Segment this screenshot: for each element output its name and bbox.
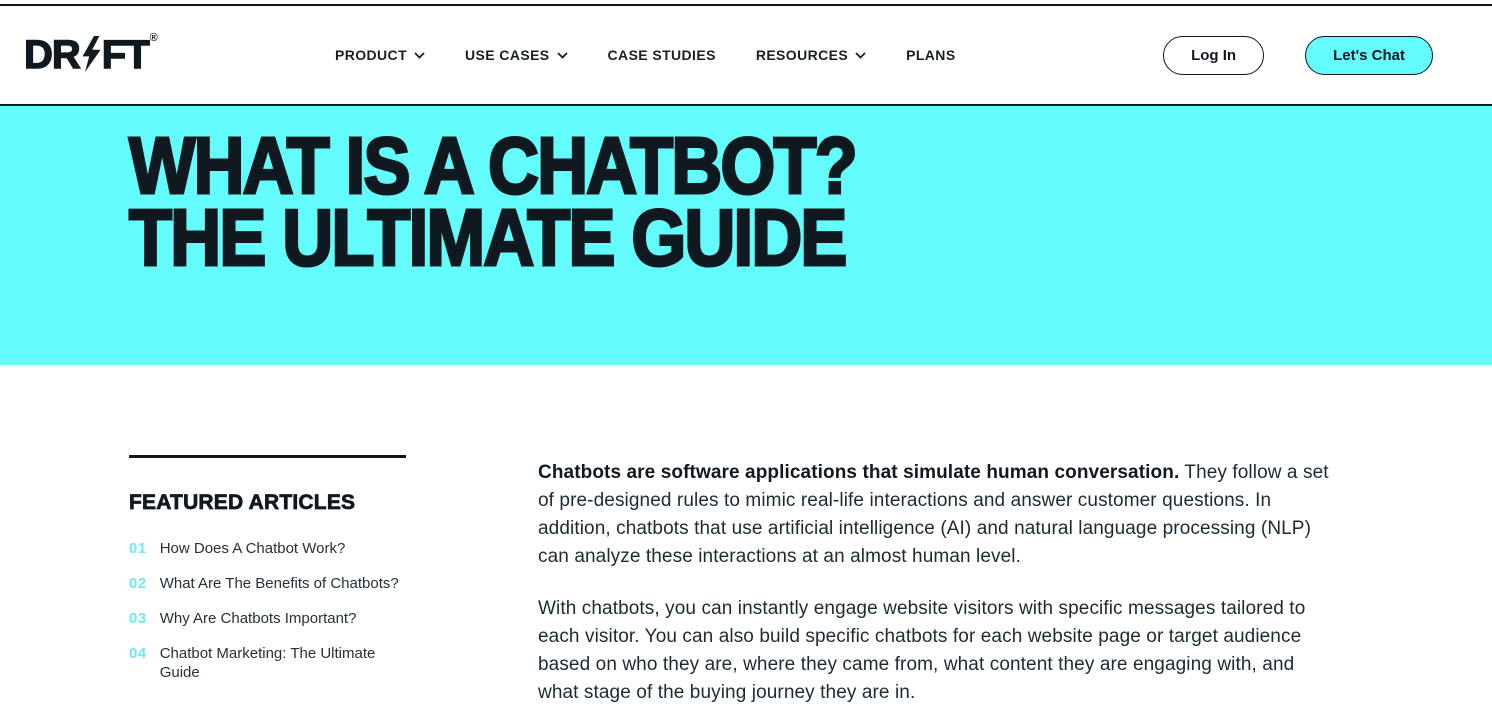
sidebar-heading: FEATURED ARTICLES (129, 491, 356, 514)
nav-item-label: PRODUCT (335, 47, 408, 63)
article-number: 02 (129, 575, 147, 592)
lets-chat-button[interactable]: Let's Chat (1305, 36, 1433, 75)
header-actions (1163, 6, 1433, 104)
article-link-label: Chatbot Marketing: The Ultimate Guide (159, 645, 376, 681)
chevron-down-icon (557, 52, 568, 59)
article-link-label: Why Are Chatbots Important? (159, 610, 357, 627)
logo-text-dr: DR (24, 33, 80, 77)
page-title-line2: THE ULTIMATE GUIDE (129, 193, 846, 282)
nav-item-label: PLANS (906, 47, 956, 63)
intro-lead-sentence: Chatbots are software applications that simulate human conversation. (538, 462, 1180, 483)
article-number: 03 (129, 610, 147, 627)
nav-item-label: RESOURCES (755, 47, 849, 63)
article-number: 01 (129, 540, 147, 557)
featured-article-link-3[interactable] (129, 609, 406, 628)
nav-item-plans[interactable] (906, 47, 955, 63)
page-title (129, 121, 1328, 282)
logo-text-ft: FT (101, 33, 149, 77)
article-content (0, 365, 1492, 711)
nav-item-label: CASE STUDIES (607, 47, 716, 63)
article-body (538, 455, 1333, 711)
nav-item-case-studies[interactable] (608, 47, 716, 63)
sidebar-divider (129, 455, 406, 458)
featured-article-link-1[interactable] (129, 539, 406, 558)
second-paragraph: With chatbots, you can instantly engage website visitors with specific messages tailored to each visitor. You can also build specific chatbots for each website page or target audience based on who they are, where they came from, what content they are engaging with, and what stage of the buying journey they are in. (538, 598, 1306, 703)
nav-item-use-cases[interactable] (465, 47, 568, 63)
main-nav (335, 6, 956, 104)
login-button[interactable]: Log In (1163, 36, 1264, 75)
lightning-bolt-icon (79, 35, 103, 73)
page-title-line1: WHAT IS A CHATBOT? (129, 121, 856, 210)
nav-item-resources[interactable] (756, 47, 866, 63)
registered-trademark: ® (149, 32, 157, 44)
drift-logo[interactable] (24, 32, 157, 77)
featured-articles-sidebar (129, 455, 406, 711)
hero-banner (0, 106, 1492, 365)
intro-paragraph (538, 459, 1333, 571)
chevron-down-icon (855, 52, 866, 59)
featured-article-link-4[interactable] (129, 644, 406, 682)
nav-item-label: USE CASES (465, 47, 550, 63)
chevron-down-icon (414, 52, 425, 59)
intro-paragraph-rest: They follow a set of pre-designed rules to mimic real-life interactions and answer customer questions. In addition, chatbots that use artificial intelligence (AI) and natural language processing (NLP) can analyze these interactions at an almost human level. (538, 462, 1329, 567)
nav-item-product[interactable] (335, 47, 425, 63)
site-header (0, 6, 1492, 106)
featured-articles-list (129, 539, 406, 682)
article-link-label: What Are The Benefits of Chatbots? (159, 575, 399, 592)
featured-article-link-2[interactable] (129, 574, 406, 593)
article-link-label: How Does A Chatbot Work? (159, 540, 346, 557)
article-number: 04 (129, 645, 147, 662)
